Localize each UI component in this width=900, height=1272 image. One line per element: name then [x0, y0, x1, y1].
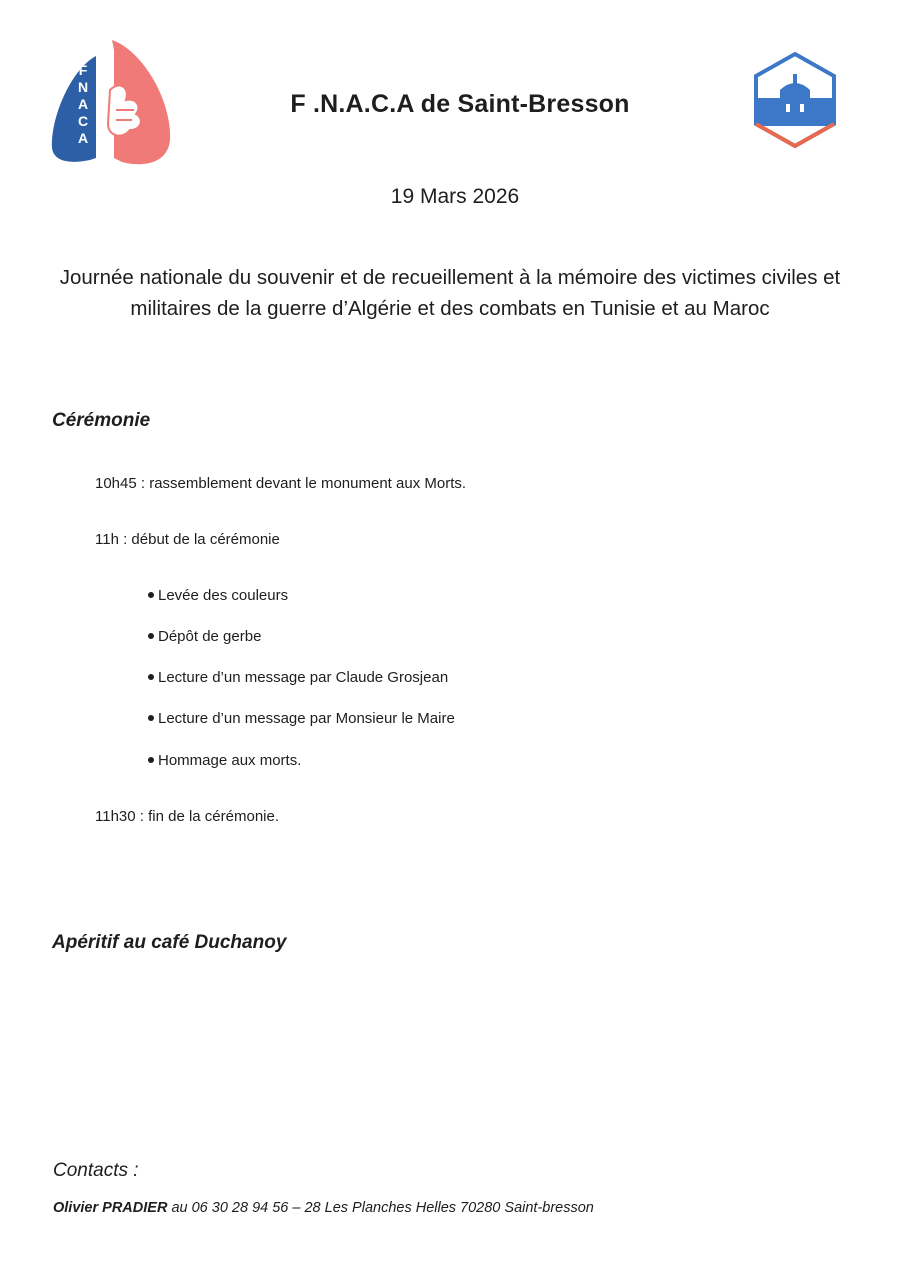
ceremony-item-label: Lecture d’un message par Monsieur le Maire: [158, 710, 455, 727]
event-date: 19 Mars 2026: [390, 185, 520, 208]
bullet-icon: [148, 757, 154, 763]
bullet-icon: [148, 592, 154, 598]
ceremony-item: [148, 669, 448, 686]
page-title: F .N.A.C.A de Saint-Bresson: [290, 90, 630, 118]
fnaca-letter-c: C: [77, 113, 89, 129]
ceremony-item-label: Hommage aux morts.: [158, 752, 302, 769]
contact-info: [53, 1200, 594, 1216]
contacts-heading: Contacts :: [53, 1160, 139, 1181]
schedule-end: 11h30 : fin de la cérémonie.: [95, 808, 280, 825]
schedule-gathering: 10h45 : rassemblement devant le monument aux Morts.: [95, 475, 467, 492]
bullet-icon: [148, 715, 154, 721]
ceremony-item-label: Levée des couleurs: [158, 587, 289, 604]
contact-details: au 06 30 28 94 56 – 28 Les Planches Helles 70280 Saint-bresson: [167, 1200, 594, 1216]
ceremony-item: [148, 587, 288, 604]
ceremony-item: [148, 710, 455, 727]
fnaca-letter-n: N: [77, 79, 89, 95]
event-description: Journée nationale du souvenir et de recueillement à la mémoire des victimes civiles et militaires de la guerre d’Algérie et des combats en Tunisie et au Maroc: [59, 266, 841, 320]
ceremony-item: [148, 628, 261, 645]
fnaca-letter-f: F: [78, 62, 88, 78]
bullet-icon: [148, 674, 154, 680]
fnaca-letter-a1: A: [77, 96, 89, 112]
bullet-icon: [148, 633, 154, 639]
contact-name: Olivier PRADIER: [53, 1200, 168, 1216]
ceremony-heading: Cérémonie: [52, 410, 151, 431]
aperitif-heading: Apéritif au café Duchanoy: [52, 932, 287, 953]
fnaca-letter-a2: A: [77, 130, 89, 146]
schedule-start: 11h : début de la cérémonie: [95, 531, 280, 548]
ceremony-item: [148, 752, 301, 769]
ceremony-item-label: Lecture d’un message par Claude Grosjean: [158, 669, 449, 686]
ceremony-item-label: Dépôt de gerbe: [158, 628, 262, 645]
